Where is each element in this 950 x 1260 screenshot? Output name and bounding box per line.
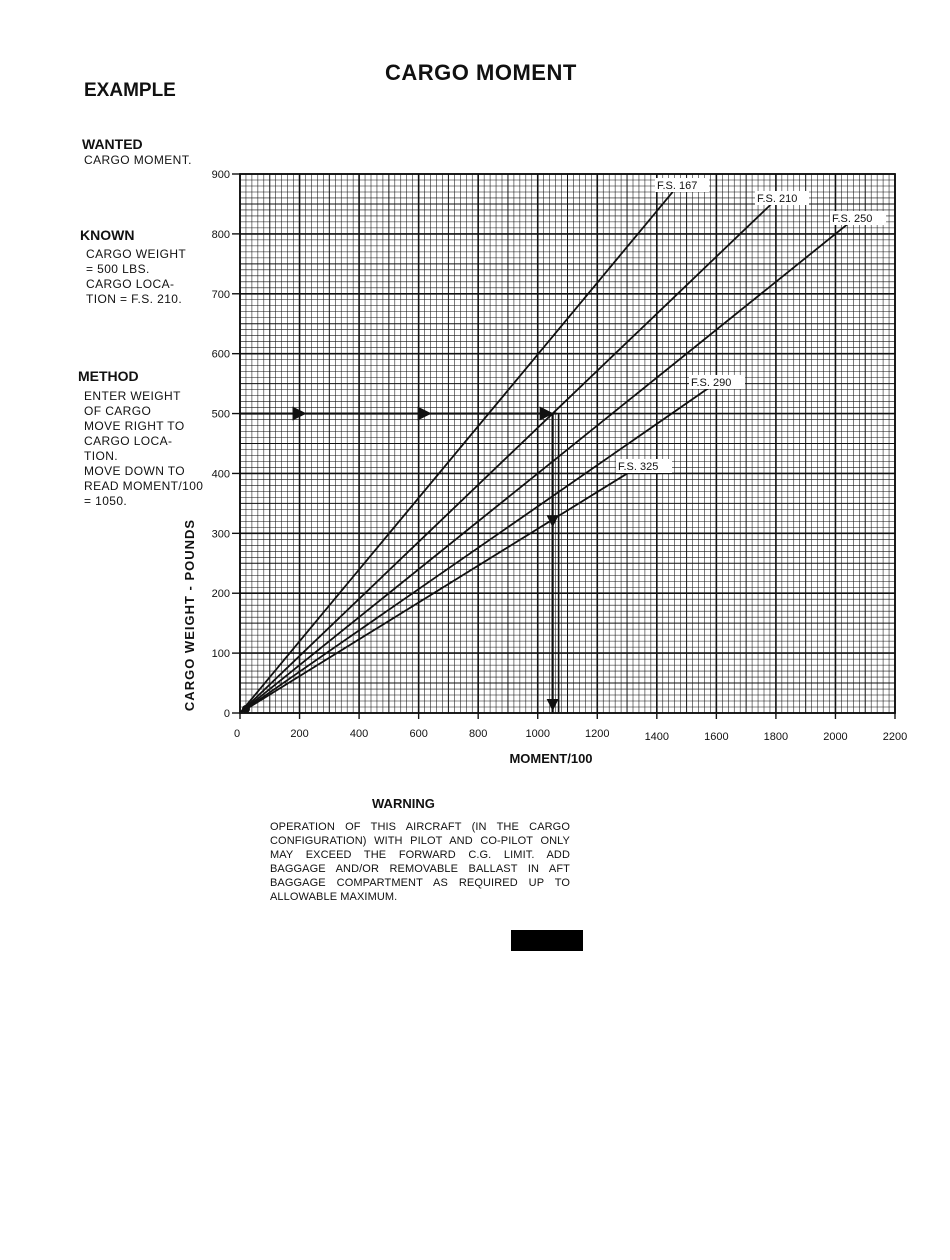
y-axis-title: CARGO WEIGHT - POUNDS — [182, 518, 197, 712]
x-tick-label: 600 — [409, 728, 428, 740]
page-title: CARGO MOMENT — [385, 60, 577, 85]
method-line: TION. — [84, 449, 118, 463]
warning-text: OPERATION OF THIS AIRCRAFT (IN THE CARGO CONFIGURATION) WITH PILOT AND CO-PILOT ONLY MAY EXCEED THE FORWARD C.G. LIMIT. ADD BAGGAGE AND/OR REMOVABLE BALLAST IN AFT BAGGAGE COMPARTMENT AS REQUIRED UP TO ALLOWABLE MAXIMUM. — [270, 821, 570, 903]
method-line: CARGO LOCA- — [84, 434, 173, 448]
known-line: = 500 LBS. — [86, 262, 150, 276]
y-tick-label: 500 — [211, 408, 230, 421]
series-label: F.S. 325 — [618, 461, 659, 473]
y-tick-label: 300 — [211, 528, 230, 541]
x-axis-title: MOMENT/100 — [509, 751, 593, 766]
x-tick-label: 1000 — [525, 728, 550, 740]
x-tick-label: 0 — [233, 728, 241, 740]
black-bar — [511, 930, 583, 951]
known-line: CARGO LOCA- — [86, 277, 175, 291]
method-line: ENTER WEIGHT — [84, 389, 181, 403]
example-label: EXAMPLE — [84, 80, 176, 101]
x-tick-label: 2000 — [823, 731, 848, 743]
down-arrow-icon — [547, 699, 559, 711]
series-label: F.S. 167 — [657, 180, 698, 192]
y-tick-label: 900 — [211, 169, 230, 181]
y-tick-label: 800 — [211, 228, 230, 241]
x-tick-label: 1400 — [644, 731, 670, 743]
wanted-line: CARGO MOMENT. — [84, 153, 192, 167]
x-tick-label: 2200 — [882, 731, 908, 743]
series-label: F.S. 250 — [832, 213, 873, 225]
x-tick-label: 1800 — [763, 731, 789, 743]
y-tick-label: 200 — [211, 588, 230, 601]
series-line — [240, 197, 779, 713]
method-line: = 1050. — [84, 494, 128, 508]
method-heading: METHOD — [78, 368, 139, 384]
y-tick-label: 100 — [211, 648, 230, 661]
y-tick-label: 700 — [211, 288, 230, 301]
y-tick-label: 0 — [223, 708, 230, 720]
known-line: CARGO WEIGHT — [86, 247, 187, 261]
known-line: TION = F.S. 210. — [86, 292, 183, 306]
wanted-heading: WANTED — [82, 136, 143, 152]
method-line: OF CARGO — [84, 404, 152, 418]
known-heading: KNOWN — [80, 227, 135, 243]
x-tick-label: 400 — [349, 728, 369, 740]
x-tick-label: 1600 — [704, 731, 729, 743]
method-line: READ MOMENT/100 — [84, 479, 204, 493]
x-tick-label: 200 — [290, 728, 309, 740]
x-tick-label: 1200 — [585, 728, 610, 740]
origin-mark — [242, 705, 250, 713]
method-line: MOVE RIGHT TO — [84, 419, 185, 433]
method-line: MOVE DOWN TO — [84, 464, 186, 478]
series-label: F.S. 210 — [757, 193, 798, 205]
series-label: F.S. 290 — [691, 377, 732, 389]
x-tick-label: 800 — [469, 728, 488, 740]
y-tick-label: 400 — [211, 468, 230, 481]
warning-heading: WARNING — [372, 796, 435, 811]
y-tick-label: 600 — [211, 348, 230, 361]
